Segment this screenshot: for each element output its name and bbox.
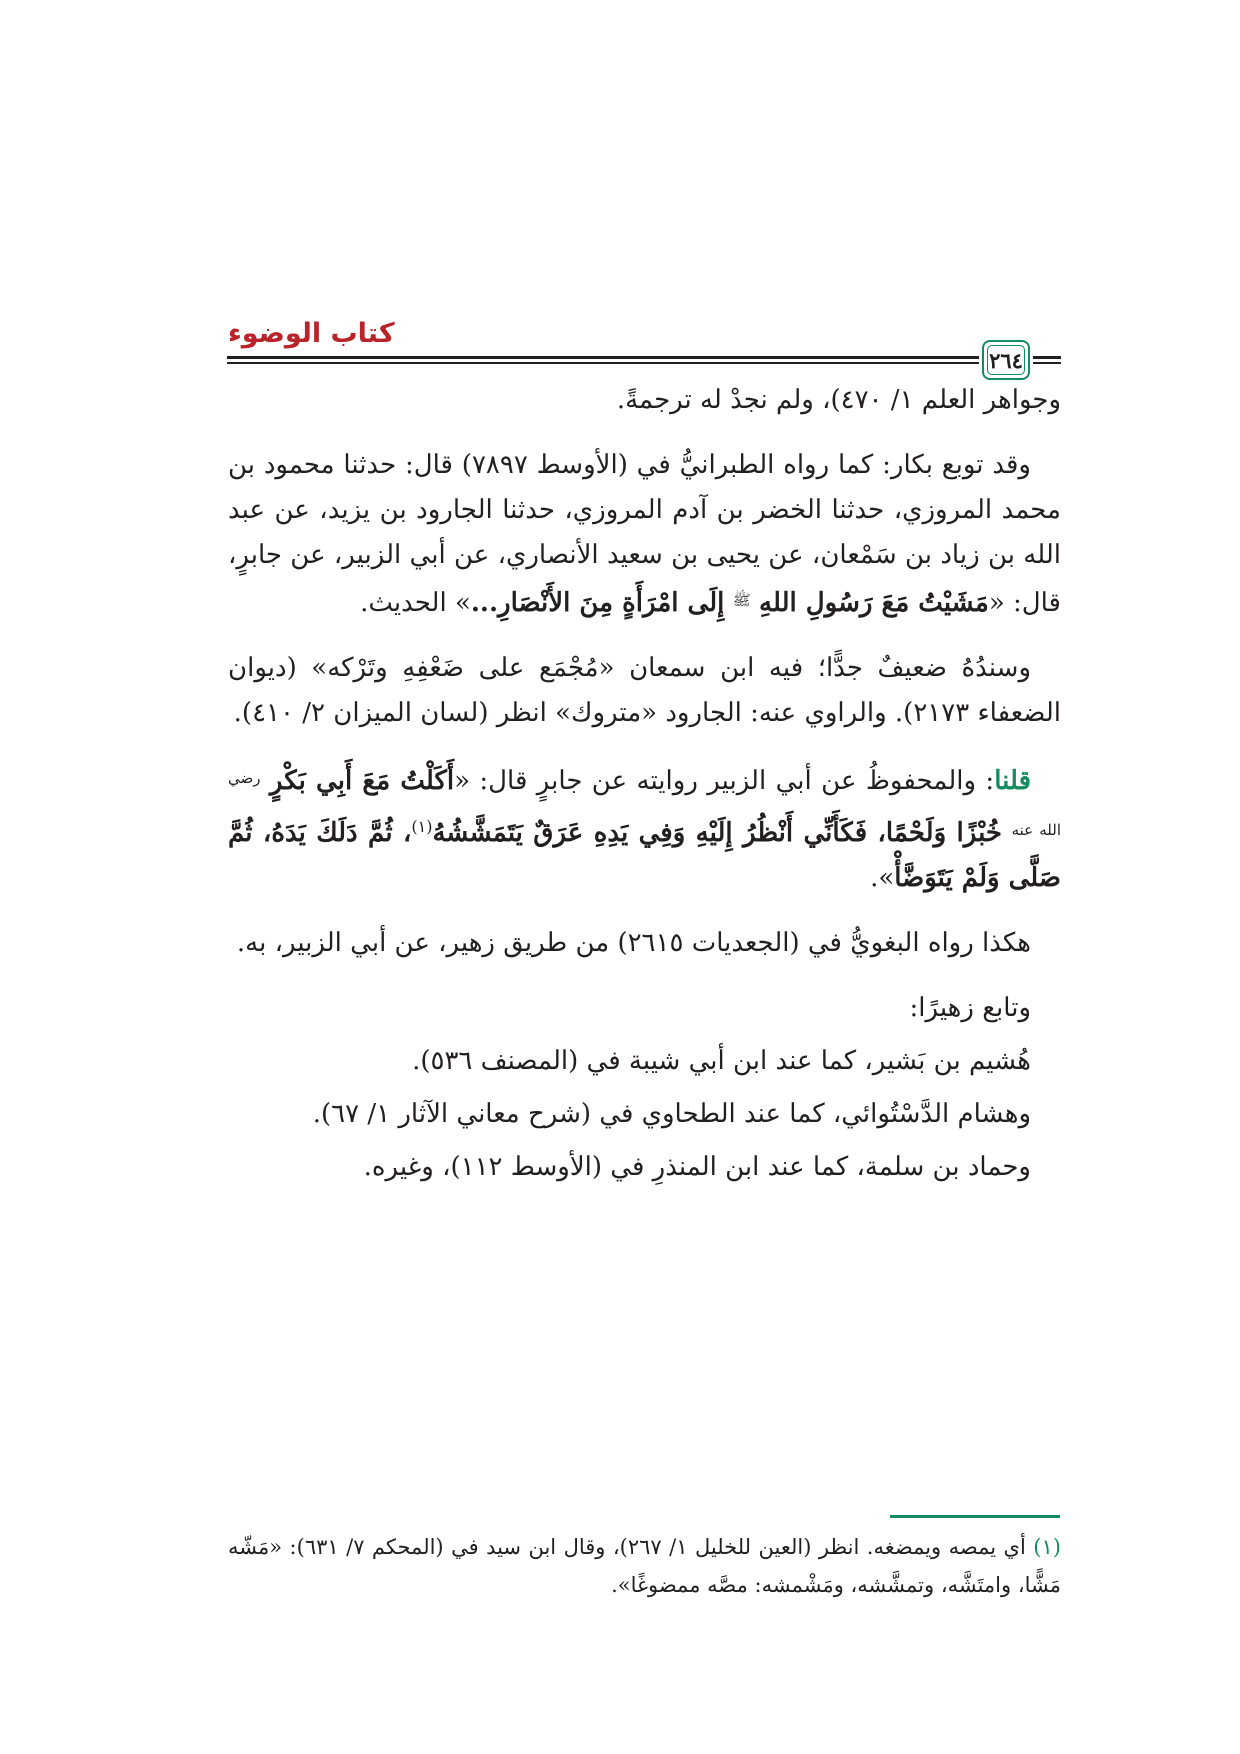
paragraph-1: وجواهر العلم ١/ ٤٧٠)، ولم نجدْ له ترجمةً. <box>616 385 1061 415</box>
page-number-frame <box>982 340 1030 380</box>
hadith-text-1a: مَشَيْتُ مَعَ رَسُولِ اللهِ <box>759 588 989 618</box>
footnote-separator <box>890 1515 1060 1518</box>
paragraph-8: وهشام الدَّسْتُوائي، كما عند الطحاوي في (شرح معاني الآثار ١/ ٦٧). <box>312 1099 1031 1129</box>
header-rule-thin <box>227 362 979 364</box>
footnote-text: أي يمصه ويمضغه. انظر (العين للخليل ١/ ٢٦٧)، وقال ابن سيد في (المحكم ٧/ ٦٣١): «مَشّه مَشًّا، وامتَشَّه، وتمشَّشه، ومَشْمشه: مصَّه ممضوغًا». <box>228 1535 1061 1597</box>
main-text <box>228 378 1061 1198</box>
p4-text-a: : والمحفوظُ عن أبي الزبير روايته عن جابرٍ قال: « <box>454 766 995 796</box>
paragraph-2 <box>228 443 1061 626</box>
honorific-radiallahu: رضي الله عنه <box>228 769 1061 839</box>
hadith-text-2a: أَكَلْتُ مَعَ أَبِي بَكْرٍ <box>269 766 455 796</box>
header-rule-right-thick <box>1033 356 1061 359</box>
paragraph-5: هكذا رواه البغويُّ في (الجعديات ٢٦١٥) من طريق زهير، عن أبي الزبير، به. <box>236 928 1031 958</box>
paragraph-6: وتابع زهيرًا: <box>909 993 1031 1023</box>
hadith-text-2c: ، ثُمَّ دَلَكَ يَدَهُ، ثُمَّ صَلَّى وَلَمْ يَتَوَضَّأْ <box>228 818 1061 893</box>
paragraph-4 <box>228 756 1061 901</box>
paragraph-9: وحماد بن سلمة، كما عند ابن المنذرِ في (الأوسط ١١٢)، وغيره. <box>363 1152 1031 1182</box>
footnote-1 <box>228 1528 1061 1604</box>
hadith-text-2b: خُبْزًا وَلَحْمًا، فَكَأَنِّي أَنْظُرُ إِلَيْهِ وَفِي يَدِهِ عَرَقٌ يَتَمَشَّشُهُ <box>432 818 1002 848</box>
honorific-symbol: ﷺ <box>732 591 751 609</box>
running-header-title: كتاب الوضوء <box>228 318 395 349</box>
p2-text-b: » الحديث. <box>360 588 471 618</box>
p2-text-a: وقد توبع بكار: كما رواه الطبرانيُّ في (الأوسط ٧٨٩٧) قال: حدثنا محمود بن محمد المروزي، حدثنا الخضر بن آدم المروزي، حدثنا الجارود بن يزيد، عن عبد الله بن زياد بن سَمْعان، عن يحيى بن سعيد الأنصاري، عن أبي الزبير، عن جابرٍ، قال: « <box>228 450 1061 618</box>
paragraph-3: وسندُهُ ضعيفٌ جدًّا؛ فيه ابن سمعان «مُجْمَع على ضَعْفِهِ وتَرْكه» (ديوان الضعفاء ٢١٧٣). والراوي عنه: الجارود «متروك» انظر (لسان الميزان ٢/ ٤١٠). <box>228 653 1061 728</box>
qulna-label: قلنا <box>994 766 1031 796</box>
page-number: ٢٦٤ <box>989 347 1023 373</box>
header-rule-thick <box>227 356 979 359</box>
paragraph-7: هُشيم بن بَشير، كما عند ابن أبي شيبة في (المصنف ٥٣٦). <box>412 1046 1031 1076</box>
hadith-text-1b: إِلَى امْرَأَةٍ مِنَ الأَنْصَارِ... <box>470 588 725 618</box>
footnote-ref-1[interactable]: (١) <box>411 817 433 836</box>
header-rule-right-thin <box>1033 362 1061 364</box>
footnote-number: (١) <box>1033 1535 1061 1559</box>
p4-text-b: ». <box>870 863 895 893</box>
